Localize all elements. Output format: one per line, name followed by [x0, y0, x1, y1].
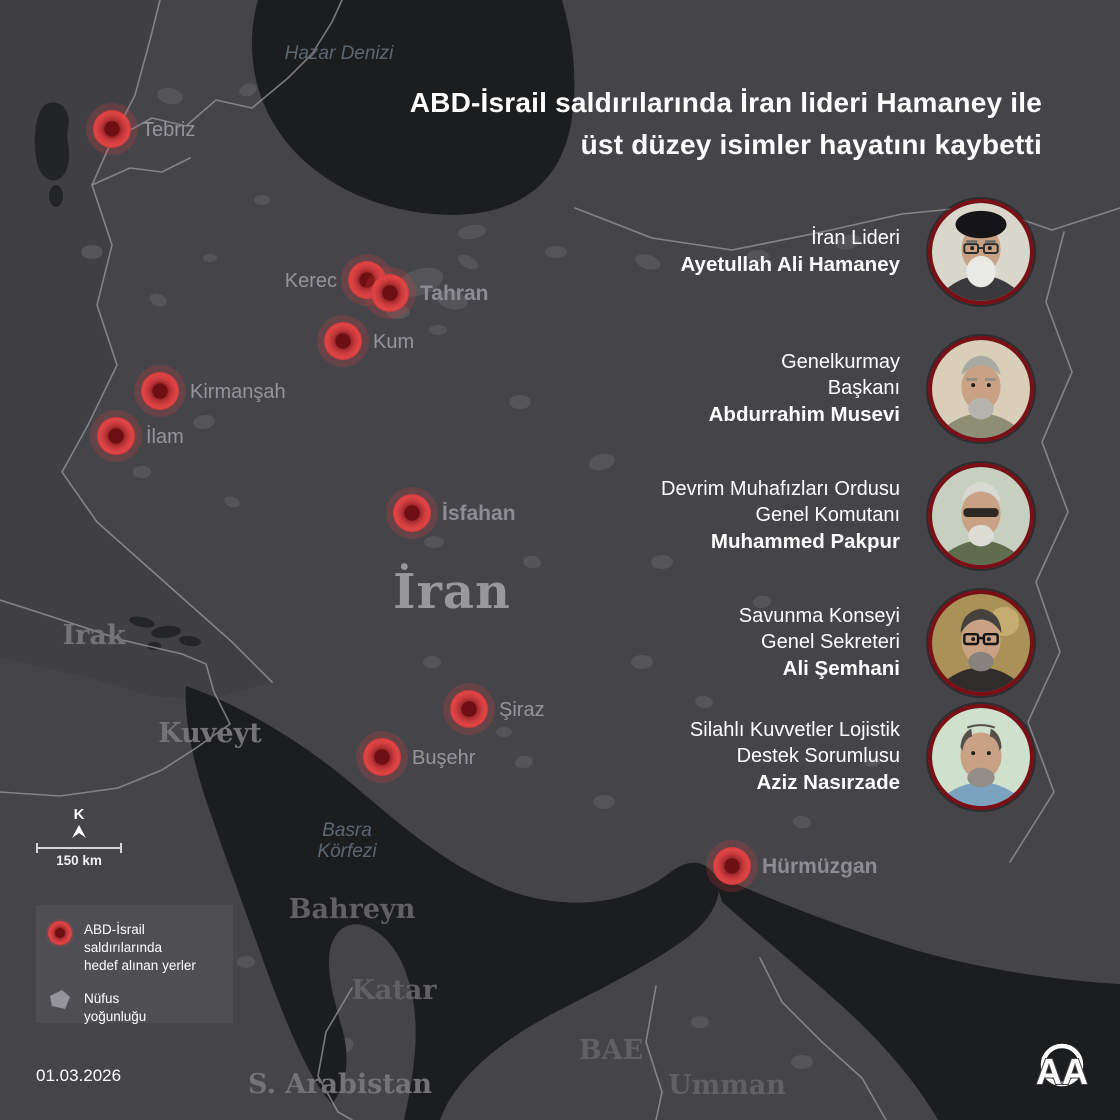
- person-row-musevi: [540, 336, 1034, 442]
- portrait-musevi: [928, 336, 1034, 442]
- person-text: [540, 225, 900, 279]
- portrait-semhani-photo: [932, 594, 1030, 692]
- person-text: [540, 349, 900, 429]
- city-marker-ilam: [90, 410, 142, 462]
- region-label-irak: Irak: [62, 620, 126, 651]
- city-label-tebriz: Tebriz: [142, 119, 196, 141]
- person-role: Genelkurmay Başkanı: [781, 351, 900, 399]
- portrait-nasirzade-photo: [932, 708, 1030, 806]
- city-marker-busehr: [356, 731, 408, 783]
- city-label-tahran: Tahran: [420, 282, 489, 305]
- region-label-hazar-denizi: Hazar Denizi: [284, 43, 394, 64]
- person-role: Devrim Muhafızları Ordusu Genel Komutanı: [661, 478, 900, 526]
- region-label-iran: İran: [393, 564, 511, 620]
- city-marker-tahran: [364, 267, 416, 319]
- person-text: [540, 717, 900, 797]
- person-name: Muhammed Pakpur: [710, 530, 900, 553]
- city-label-hurmuzgan: Hürmüzgan: [762, 855, 878, 878]
- person-text: [540, 476, 900, 556]
- portrait-nasirzade: [928, 704, 1034, 810]
- city-marker-siraz: [443, 683, 495, 735]
- scale-bar-graphic: [34, 806, 124, 868]
- person-name: Abdurrahim Musevi: [708, 403, 900, 426]
- city-label-isfahan: İsfahan: [442, 502, 516, 525]
- legend-density-label: Nüfus yoğunluğu: [84, 991, 147, 1024]
- city-marker-hurmuzgan: [706, 840, 758, 892]
- portrait-semhani: [928, 590, 1034, 696]
- person-name: Ayetullah Ali Hamaney: [680, 253, 900, 276]
- city-marker-isfahan: [386, 487, 438, 539]
- legend-item-targets: [46, 918, 223, 975]
- publication-date: 01.03.2026: [36, 1066, 122, 1085]
- portrait-pakpur: [928, 463, 1034, 569]
- person-row-nasirzade: [540, 704, 1034, 810]
- aa-logo-text: AA: [1036, 1051, 1088, 1092]
- city-marker-kirmansah: [134, 365, 186, 417]
- region-label-bae: BAE: [578, 1035, 644, 1066]
- city-label-kerec: Kerec: [284, 270, 337, 292]
- scale-distance-label: 150 km: [56, 853, 102, 868]
- person-role: Savunma Konseyi Genel Sekreteri: [738, 605, 900, 653]
- city-label-ilam: İlam: [146, 426, 184, 448]
- portrait-musevi-photo: [932, 340, 1030, 438]
- legend-target-label: ABD-İsrail saldırılarında hedef alınan yerler: [84, 922, 196, 973]
- legend-target-marker-icon: [46, 918, 74, 947]
- city-label-siraz: Şiraz: [499, 699, 545, 721]
- headline-line1: ABD-İsrail saldırılarında İran lideri Hamaney ile: [409, 87, 1042, 118]
- city-marker-kum: [317, 315, 369, 367]
- person-row-semhani: [540, 590, 1034, 696]
- city-marker-tebriz: [86, 103, 138, 155]
- region-label-s-arabistan: S. Arabistan: [248, 1069, 432, 1100]
- north-arrow-icon: [72, 825, 86, 838]
- person-name: Ali Şemhani: [782, 657, 900, 680]
- aa-logo-icon: [1028, 1040, 1096, 1102]
- agency-logo: [1028, 1040, 1096, 1107]
- north-label: K: [73, 806, 85, 823]
- region-label-bahreyn: Bahreyn: [288, 894, 416, 925]
- region-label-kuveyt: Kuveyt: [158, 718, 262, 749]
- portrait-pakpur-photo: [932, 467, 1030, 565]
- region-label-umman: Umman: [668, 1070, 786, 1101]
- map-scale: [34, 806, 124, 873]
- person-role: Silahlı Kuvvetler Lojistik Destek Sorumlusu: [689, 719, 900, 767]
- person-name: Aziz Nasırzade: [756, 771, 900, 794]
- city-label-busehr: Buşehr: [412, 747, 476, 769]
- legend-density-blob-icon: [46, 987, 74, 1012]
- region-label-katar: Katar: [351, 975, 437, 1006]
- legend-box: [36, 905, 233, 1023]
- headline: [410, 82, 1042, 166]
- city-label-kirmansah: Kirmanşah: [190, 381, 286, 403]
- person-text: [540, 603, 900, 683]
- person-row-pakpur: [540, 463, 1034, 569]
- portrait-hamaney-photo: [932, 203, 1030, 301]
- person-role: İran Lideri: [811, 227, 900, 249]
- region-label-basra-korfezi: Basra Körfezi: [317, 820, 377, 862]
- portrait-hamaney: [928, 199, 1034, 305]
- legend-item-density: [46, 987, 223, 1026]
- headline-line2: üst düzey isimler hayatını kaybetti: [580, 129, 1042, 160]
- person-row-hamaney: [540, 199, 1034, 305]
- city-label-kum: Kum: [373, 331, 415, 353]
